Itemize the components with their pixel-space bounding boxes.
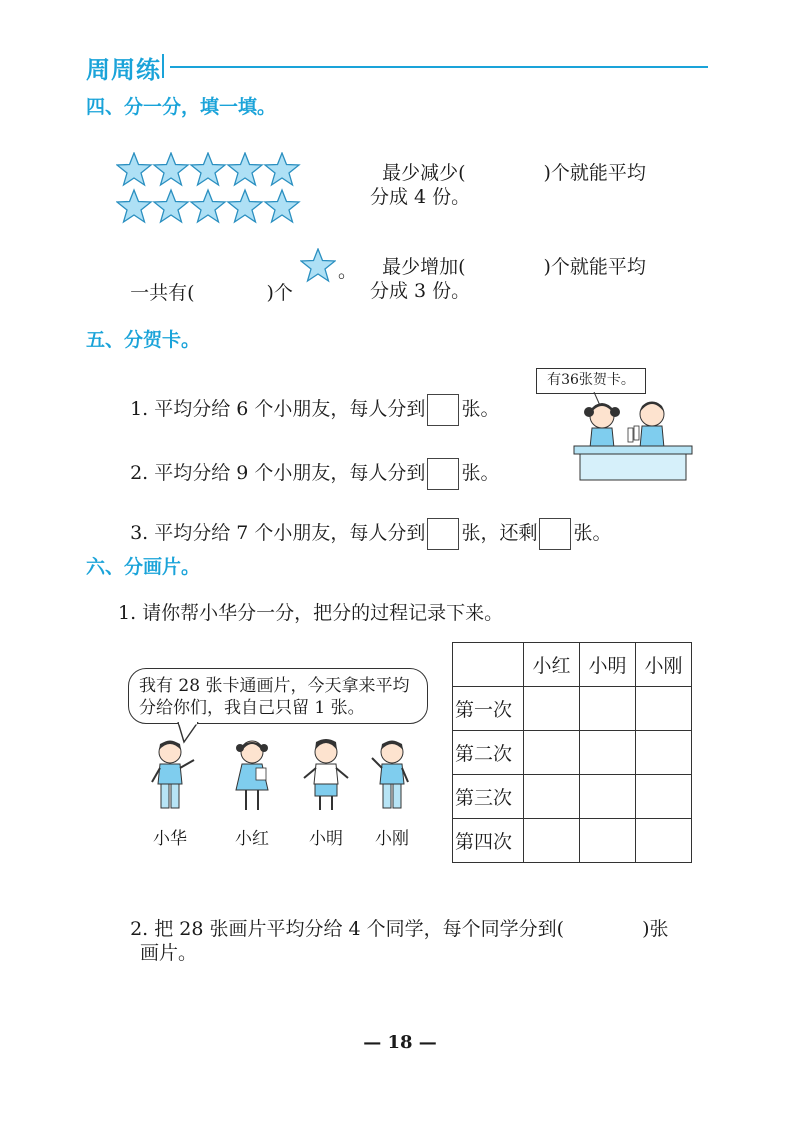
kid-xiaoming-illustration: [296, 738, 356, 822]
bubble-line-2: 分给你们，我自己只留 1 张。: [139, 698, 365, 718]
page-number: — 18 —: [363, 1032, 437, 1053]
table-row: [453, 775, 692, 819]
card-question-2: [118, 436, 499, 490]
q-reduce-prefix: 最少减少(: [382, 162, 466, 184]
q-reduce-line2: 分成 4 份。: [370, 186, 471, 208]
card-q3-mid: 张，还剩: [461, 522, 538, 544]
q-increase-line2: 分成 3 份。: [370, 280, 471, 302]
section-4-title: 四、分一分，填一填。: [86, 96, 277, 118]
q-increase-prefix: 最少增加(: [382, 256, 466, 278]
card-sign: 有36张贺卡。: [536, 368, 646, 394]
table-header-cell: 小红: [524, 643, 580, 687]
star-icon: [300, 248, 336, 288]
card-q3-text: 3. 平均分给 7 个小朋友，每人分到: [130, 522, 426, 544]
total-end: 。: [338, 260, 358, 282]
table-header-cell: 小刚: [636, 643, 692, 687]
table-cell[interactable]: [636, 819, 692, 863]
table-cell[interactable]: [580, 775, 636, 819]
page-header-title: 周周练: [86, 56, 161, 84]
table-row: [453, 687, 692, 731]
card-q2-unit: 张。: [461, 462, 500, 484]
kid-label: 小刚: [375, 829, 409, 849]
section-6-title: 六、分画片。: [86, 556, 201, 578]
section-5-title: 五、分贺卡。: [86, 329, 201, 351]
q-increase-suffix: )个就能平均: [543, 256, 646, 278]
row-label: 第二次: [453, 731, 524, 775]
table-cell[interactable]: [636, 731, 692, 775]
table-row: [453, 731, 692, 775]
table-header-row: [453, 643, 692, 687]
card-question-3: [118, 496, 611, 550]
kid-label: 小华: [153, 829, 187, 849]
answer-box[interactable]: [427, 458, 459, 490]
speech-bubble: [128, 668, 428, 724]
bubble-line-1: 我有 28 张卡通画片，今天拿来平均: [139, 676, 410, 696]
table-cell[interactable]: [524, 731, 580, 775]
kid-label: 小红: [235, 829, 269, 849]
card-q2-text: 2. 平均分给 9 个小朋友，每人分到: [130, 462, 426, 484]
table-header-cell: 小明: [580, 643, 636, 687]
answer-box[interactable]: [427, 518, 459, 550]
table-row: [453, 819, 692, 863]
total-suffix: )个: [266, 282, 293, 304]
total-question: [118, 256, 293, 305]
table-cell[interactable]: [580, 819, 636, 863]
picture-q2-unit: )张: [642, 918, 669, 940]
picture-question-2: [118, 892, 669, 941]
table-header-cell: [453, 643, 524, 687]
table-cell[interactable]: [580, 687, 636, 731]
kid-xiaogang-illustration: [362, 738, 422, 822]
row-label: 第四次: [453, 819, 524, 863]
picture-question-1: 1. 请你帮小华分一分，把分的过程记录下来。: [118, 602, 504, 624]
card-q1-unit: 张。: [461, 398, 500, 420]
table-cell[interactable]: [636, 775, 692, 819]
q-increase-line1: [370, 230, 646, 279]
picture-q2-text: 2. 把 28 张画片平均分给 4 个同学，每个同学分到(: [130, 918, 565, 940]
answer-box[interactable]: [427, 394, 459, 426]
star-group: [116, 152, 302, 226]
row-label: 第一次: [453, 687, 524, 731]
stars-icon: [116, 152, 302, 226]
header-divider: [162, 54, 168, 78]
record-table: [452, 642, 692, 863]
kid-xiaohua-illustration: [140, 738, 200, 822]
card-question-1: [118, 372, 499, 426]
children-with-cards-illustration: [572, 392, 696, 486]
table-cell[interactable]: [580, 731, 636, 775]
picture-question-2-cont: 画片。: [140, 942, 198, 964]
card-q3-unit: 张。: [573, 522, 612, 544]
table-cell[interactable]: [524, 775, 580, 819]
card-q1-text: 1. 平均分给 6 个小朋友，每人分到: [130, 398, 426, 420]
total-prefix: 一共有(: [130, 282, 195, 304]
row-label: 第三次: [453, 775, 524, 819]
remainder-box[interactable]: [539, 518, 571, 550]
header-rule: [170, 66, 708, 68]
kid-label: 小明: [309, 829, 343, 849]
kid-xiaohong-illustration: [222, 738, 282, 822]
table-cell[interactable]: [524, 819, 580, 863]
q-reduce-suffix: )个就能平均: [543, 162, 646, 184]
table-cell[interactable]: [524, 687, 580, 731]
table-cell[interactable]: [636, 687, 692, 731]
q-reduce-line1: [370, 136, 646, 185]
